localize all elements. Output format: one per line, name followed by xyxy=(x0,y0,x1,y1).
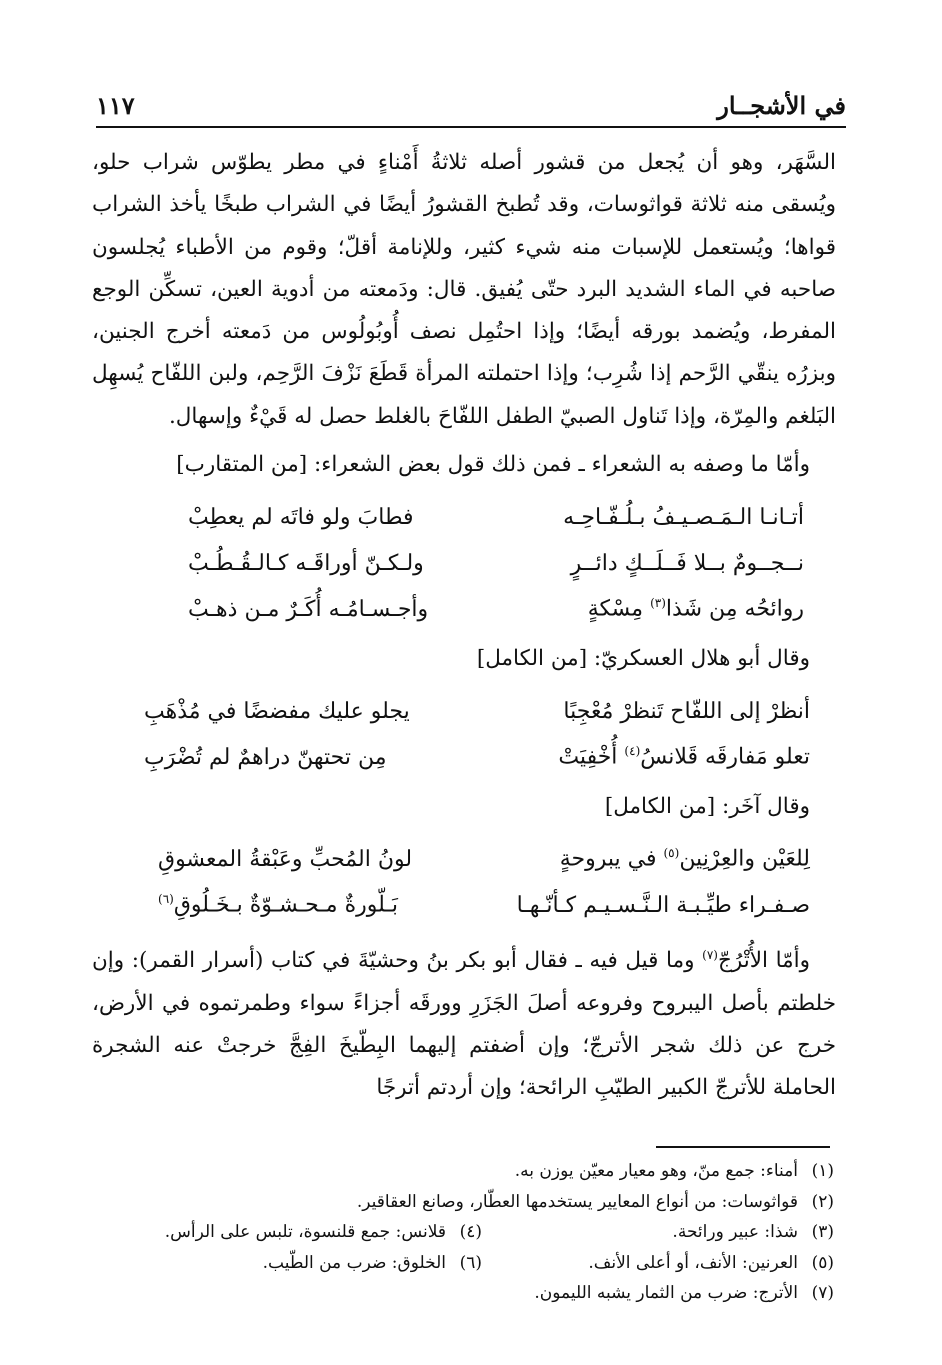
footnote-number: (٣) xyxy=(811,1222,834,1242)
footnotes xyxy=(96,1156,834,1309)
footnote-number: (٤) xyxy=(459,1222,482,1242)
paragraph-text: وأمّا الأُتْرُجّ xyxy=(717,948,811,974)
footnote-4 xyxy=(165,1217,482,1248)
couplet xyxy=(92,688,836,734)
paragraph-mandrake-medicine xyxy=(92,142,836,438)
hemistich-text: لِلعَيْن والعِرْنِين xyxy=(679,846,810,872)
hemistich-text: بَـلّورةٌ مـحـشـوّةٌ بـخَـلُوقِ xyxy=(173,892,398,918)
footnote-3 xyxy=(482,1217,834,1248)
second-hemistich: ولـكـنّ أوراقَـه كـالـقُـطُـبْ xyxy=(188,550,424,576)
footnote-marker: (٧) xyxy=(702,948,718,963)
footnote-row xyxy=(96,1248,834,1279)
paragraph-citron xyxy=(92,934,836,1109)
couplet xyxy=(92,734,836,780)
hemistich-text: تعلو مَفارقَه قَلانسُ xyxy=(640,744,810,770)
footnote-text: العرنين: الأنف، أو أعلى الأنف. xyxy=(588,1252,798,1273)
second-hemistich: فطابَ ولو فاتَه لم يعطِبْ xyxy=(188,504,414,530)
footnote-row xyxy=(96,1187,834,1218)
verse-intro-text: وقال آخَر: [من الكامل] xyxy=(604,794,810,820)
verse-intro-text: وقال أبو هلال العسكريّ: [من الكامل] xyxy=(476,646,810,672)
hemistich-text: في يبروحةٍ xyxy=(559,846,657,872)
poem-1 xyxy=(92,494,836,632)
footnote-number: (٧) xyxy=(811,1283,834,1303)
paragraph-text: السَّهَر، وهو أن يُجعل من قشور أصله ثلاثةُ أَمْناءٍ في مطر يطوّس شراب حلو، ويُسقى منه ثلاثة قواثوسات، وقد تُطبخ القشورُ أيضًا في الشراب طبخًا يأخذ الشراب قواها؛ ويُستعمل للإسبات منه شيء كثير، وللإنامة أقلّ؛ وقوم من الأطباء يُجلسون صاحبه في الماء الشديد البرد حتّى يُفيق. قال: ودَمعته من أدوية العين، تسكِّن الوجع المفرط، ويُضمد بورقه أيضًا؛ وإذا احتُمِل نصف أُوبُولُوس من دَمعته أخرج الجنين، وبزرُه ينقّي الرَّحم إذا شُرِب؛ وإذا احتملته المرأة قَطَعَ نَزْفَ الرَّحِم، ولبن اللفّاح يُسهِل البَلغم والمِرّة، وإذا تَناول الصبيّ الطفل اللفّاحَ بالغلط حصل له قَيْءٌ وإسهال. xyxy=(92,150,836,429)
footnote-text: قواثوسات: من أنواع المعايير يستخدمها العطّار، وصانع العقاقير. xyxy=(356,1191,798,1212)
footnote-number: (٥) xyxy=(811,1252,834,1273)
footnote-1 xyxy=(515,1156,834,1187)
footnote-row xyxy=(96,1278,834,1309)
footnote-text: الأترج: ضرب من الثمار يشبه الليمون. xyxy=(534,1283,798,1303)
footnote-number: (٦) xyxy=(459,1252,482,1273)
footnote-text: الخلوق: ضرب من الطّيب. xyxy=(262,1252,446,1273)
paragraph-text: وما قيل فيه ـ فقال أبو بكر بنُ وحشيّةَ في كتاب (أسرار القمر): وإن خلطتم بأصل اليبروح وفروعه أصلَ الجَزَرِ وورقَه أجزاءً سواء وطمرتموه في الأرض، خرج عن ذلك شجر الأترجّ؛ وإن أضفتم إليهما البِطّيخَ الفِجَّ خرجتْ عنه الشجرة الحاملة للأترجّ الكبير الطيّبِ الرائحة؛ وإن أردتم أترجًا xyxy=(92,948,836,1101)
first-hemistich xyxy=(558,744,810,769)
page-header xyxy=(96,86,846,128)
footnote-6 xyxy=(263,1248,482,1279)
footnote-marker: (٥) xyxy=(663,846,680,861)
verse-intro-text: وأمّا ما وصفه به الشعراء ـ فمن ذلك قول بعض الشعراء: [من المتقارب] xyxy=(176,452,810,478)
verse-intro-3 xyxy=(92,786,836,828)
couplet xyxy=(92,586,836,632)
second-hemistich: لونُ المُحبِّ وعَبْقةُ المعشوقِ xyxy=(158,846,413,872)
hemistich-text: مِسْكةٍ xyxy=(587,596,644,622)
footnote-row xyxy=(96,1156,834,1187)
first-hemistich: نــجــومٌ بــلا فَــلَــكٍ دائــرٍ xyxy=(570,550,804,576)
couplet xyxy=(92,836,836,882)
second-hemistich: وأجـسـامُـه أُكَـرٌ مـن ذهـبْ xyxy=(188,596,429,622)
first-hemistich: صـفـراء طيِّـبـة الـنَّـسـيـم كـأنّـهـا xyxy=(516,892,810,918)
first-hemistich xyxy=(588,596,804,621)
footnote-7 xyxy=(534,1278,834,1309)
first-hemistich: أتـانـا الـمَـصـيـفُ بـلُـفّـاحِـه xyxy=(563,504,804,530)
running-title: في الأشجــار xyxy=(717,91,846,120)
footnote-number: (١) xyxy=(811,1161,834,1181)
footnote-row xyxy=(96,1217,834,1248)
footnote-text: شذا: عبير ورائحة. xyxy=(672,1222,798,1242)
footnote-text: قلانس: جمع قلنسوة، تلبس على الرأس. xyxy=(164,1222,446,1242)
footnote-5 xyxy=(482,1248,834,1279)
hemistich-text: روائحُه مِن شَذا xyxy=(665,596,804,622)
footnote-marker: (٣) xyxy=(650,596,666,611)
verse-intro-1 xyxy=(92,444,836,486)
footnote-number: (٢) xyxy=(811,1191,834,1212)
footnote-text: أمناء: جمع منّ، وهو معيار معيّن يوزن به. xyxy=(514,1161,798,1181)
couplet xyxy=(92,882,836,928)
poem-3 xyxy=(92,836,836,928)
hemistich-text: أُخْفِيَتْ xyxy=(558,744,618,770)
main-text xyxy=(92,142,836,1109)
couplet xyxy=(92,494,836,540)
first-hemistich: أنظرْ إلى اللفّاح تَنظرْ مُعْجِبًا xyxy=(563,698,810,724)
second-hemistich xyxy=(158,892,398,917)
verse-intro-2 xyxy=(92,638,836,680)
couplet xyxy=(92,540,836,586)
first-hemistich xyxy=(560,846,810,871)
page-number: ١١٧ xyxy=(96,91,135,120)
second-hemistich: يجلو عليك مفضضًا في مُذْهَبِ xyxy=(144,698,410,724)
footnote-marker: (٤) xyxy=(624,744,641,759)
second-hemistich: مِن تحتهنّ دراهمٌ لم تُضْرَبِ xyxy=(144,744,387,770)
footnote-divider xyxy=(656,1146,830,1148)
footnote-marker: (٦) xyxy=(158,892,174,907)
footnote-2 xyxy=(357,1187,834,1218)
poem-2 xyxy=(92,688,836,780)
